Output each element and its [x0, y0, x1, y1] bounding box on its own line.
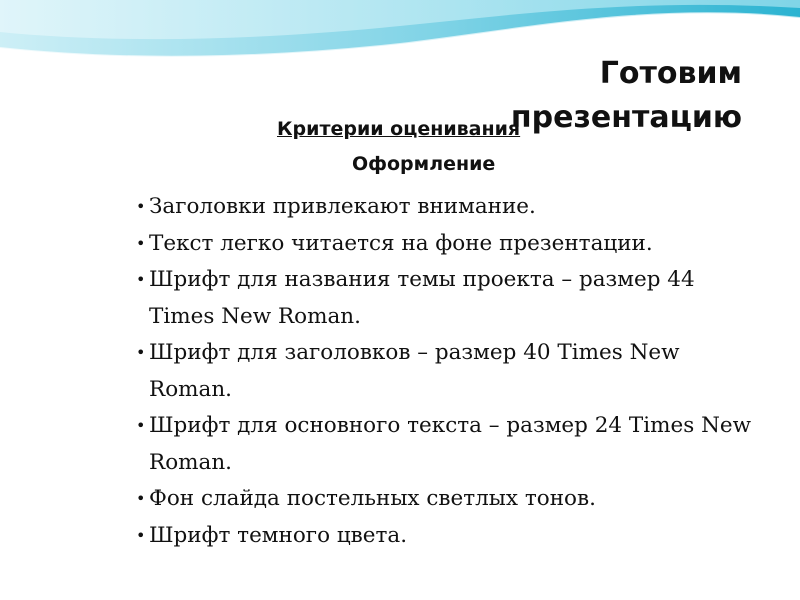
list-item [136, 481, 766, 518]
list-item [136, 408, 766, 481]
bullet-icon: • [136, 343, 146, 362]
list-item [136, 226, 766, 263]
list-item [136, 518, 766, 555]
bullet-icon: • [136, 233, 146, 253]
list-item [136, 189, 766, 226]
list-item-text: Шрифт темного цвета. [149, 522, 408, 548]
section-heading: Оформление [352, 153, 496, 175]
bullet-icon: • [136, 270, 146, 289]
bullet-icon: • [136, 489, 146, 508]
bullet-icon: • [136, 197, 146, 216]
bullet-icon: • [136, 525, 146, 545]
list-item [136, 262, 766, 335]
list-item-text: Заголовки привлекают внимание. [149, 194, 536, 219]
slide-title: Готовим презентацию [510, 56, 742, 135]
list-item-text: Фон слайда постельных светлых тонов. [149, 486, 596, 511]
list-item-text: Текст легко читается на фоне презентации. [149, 230, 653, 256]
criteria-list [136, 189, 766, 554]
bullet-icon: • [136, 416, 146, 435]
list-item-text: Шрифт для основного текста – размер 24 Times New Roman. [149, 413, 752, 475]
list-item-text: Шрифт для заголовков – размер 40 Times New Roman. [149, 340, 680, 402]
criteria-heading: Критерии оценивания [277, 118, 521, 140]
list-item [136, 335, 766, 408]
list-item-text: Шрифт для названия темы проекта – размер 44 Times New Roman. [149, 267, 695, 329]
